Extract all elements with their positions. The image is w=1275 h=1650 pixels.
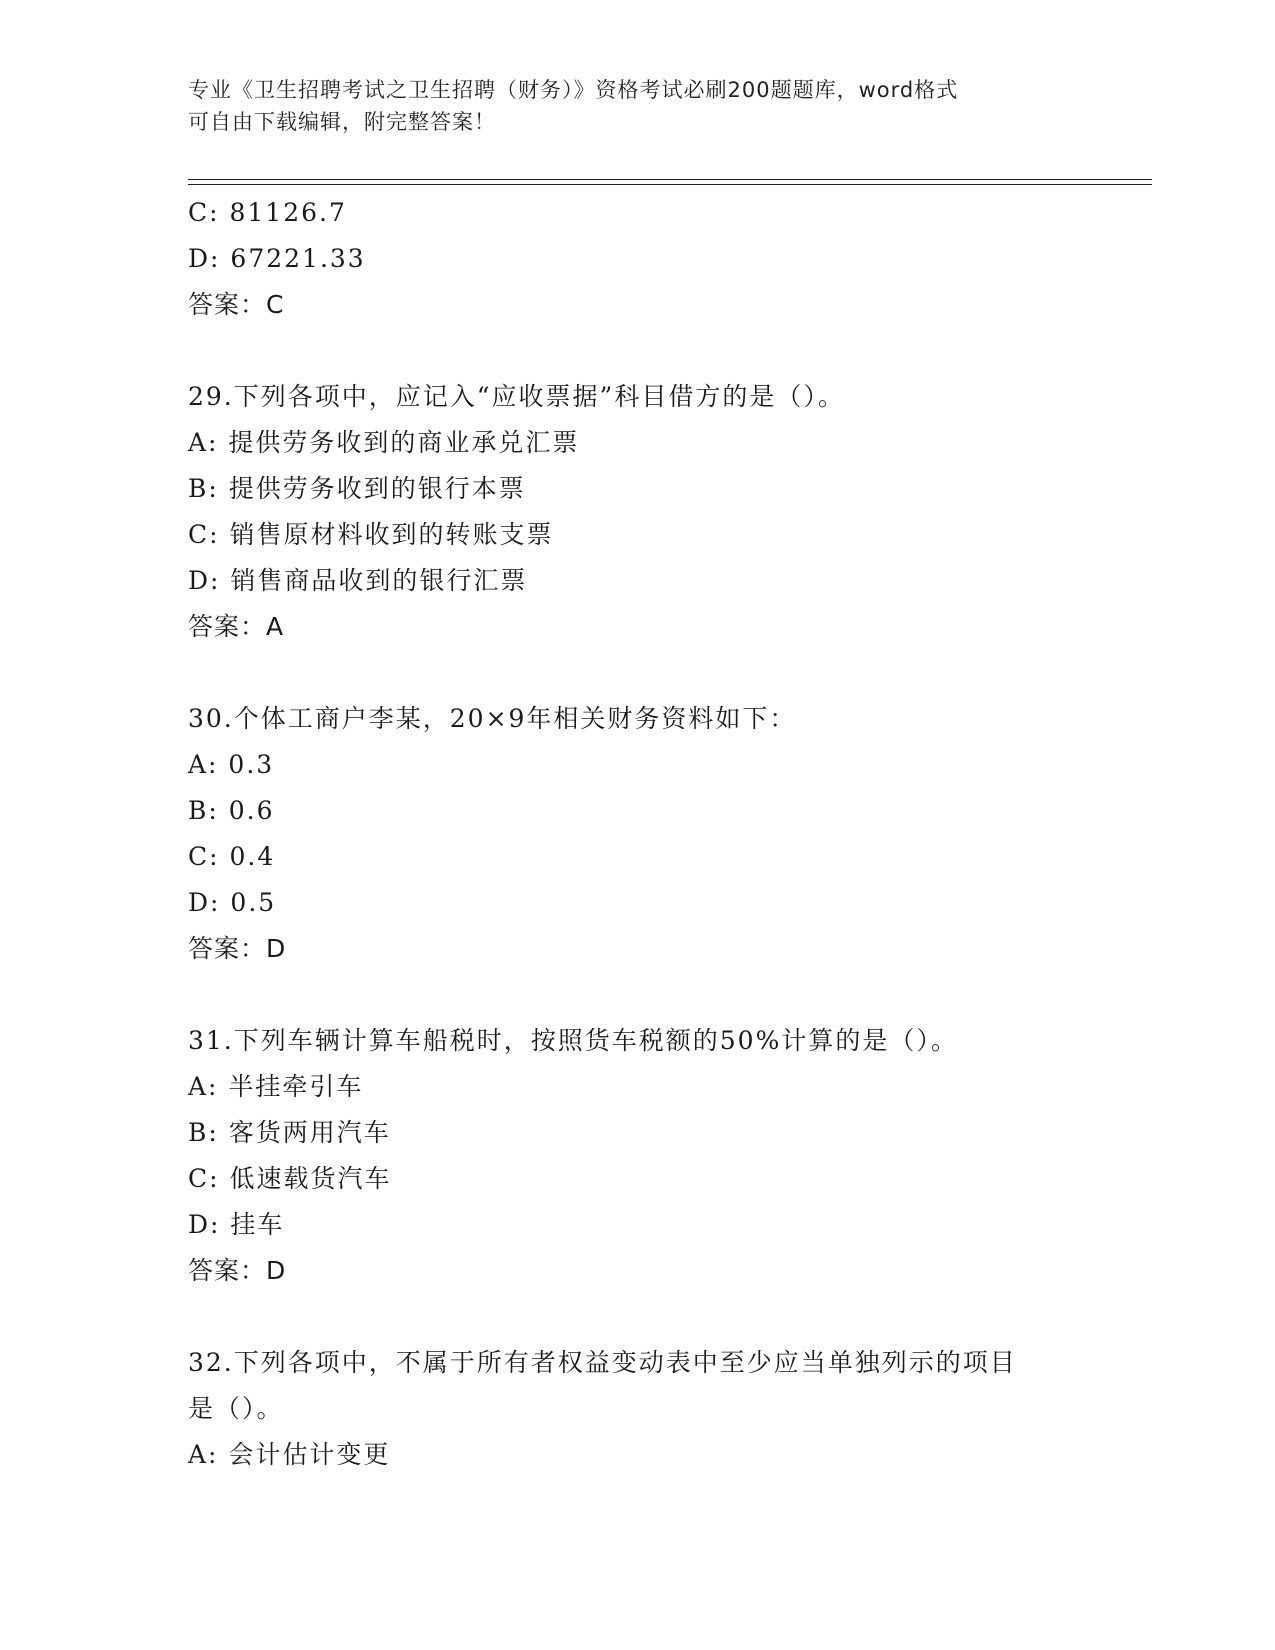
question-stem: 30.个体工商户李某，20×9年相关财务资料如下： — [188, 704, 797, 733]
option-b: B: 客货两用汽车 — [188, 1118, 391, 1147]
header-rule-top — [188, 179, 1152, 180]
header-line-1: 专业《卫生招聘考试之卫生招聘（财务）》资格考试必刷200题题库，word格式 — [188, 78, 959, 102]
question-31 — [188, 1018, 1152, 1294]
option-a: A: 半挂牵引车 — [188, 1072, 364, 1101]
answer-line: 答案：D — [188, 934, 287, 963]
answer-line: 答案：C — [188, 290, 285, 319]
option-b: B: 0.6 — [188, 796, 275, 825]
option-c: C: 低速载货汽车 — [188, 1164, 392, 1193]
option-b: B: 提供劳务收到的银行本票 — [188, 474, 526, 503]
option-a: A: 会计估计变更 — [188, 1440, 391, 1469]
option-c: C: 0.4 — [188, 842, 276, 871]
option-d: D: 挂车 — [188, 1210, 285, 1239]
option-c: C: 销售原材料收到的转账支票 — [188, 520, 554, 549]
option-c: C: 81126.7 — [188, 198, 347, 227]
option-d: D: 0.5 — [188, 888, 277, 917]
document-header — [188, 74, 1088, 138]
question-30 — [188, 696, 1152, 972]
option-a: A: 提供劳务收到的商业承兑汇票 — [188, 428, 580, 457]
answer-line: 答案：D — [188, 1256, 287, 1285]
question-stem: 31.下列车辆计算车船税时，按照货车税额的50%计算的是（）。 — [188, 1026, 958, 1055]
option-d: D: 67221.33 — [188, 244, 366, 273]
question-list — [188, 190, 1152, 1478]
option-a: A: 0.3 — [188, 750, 275, 779]
question-stem: 29.下列各项中，应记入“应收票据”科目借方的是（）。 — [188, 382, 845, 411]
question-stem-line-2: 是（）。 — [188, 1394, 284, 1423]
header-line-2: 可自由下载编辑，附完整答案！ — [188, 110, 496, 134]
question-32 — [188, 1340, 1152, 1478]
question-stem-line-1: 32.下列各项中，不属于所有者权益变动表中至少应当单独列示的项目 — [188, 1348, 1017, 1377]
option-d: D: 销售商品收到的银行汇票 — [188, 566, 528, 595]
question-29 — [188, 374, 1152, 650]
answer-line: 答案：A — [188, 612, 285, 641]
header-rule-bottom — [188, 184, 1152, 185]
question-partial — [188, 190, 1152, 328]
